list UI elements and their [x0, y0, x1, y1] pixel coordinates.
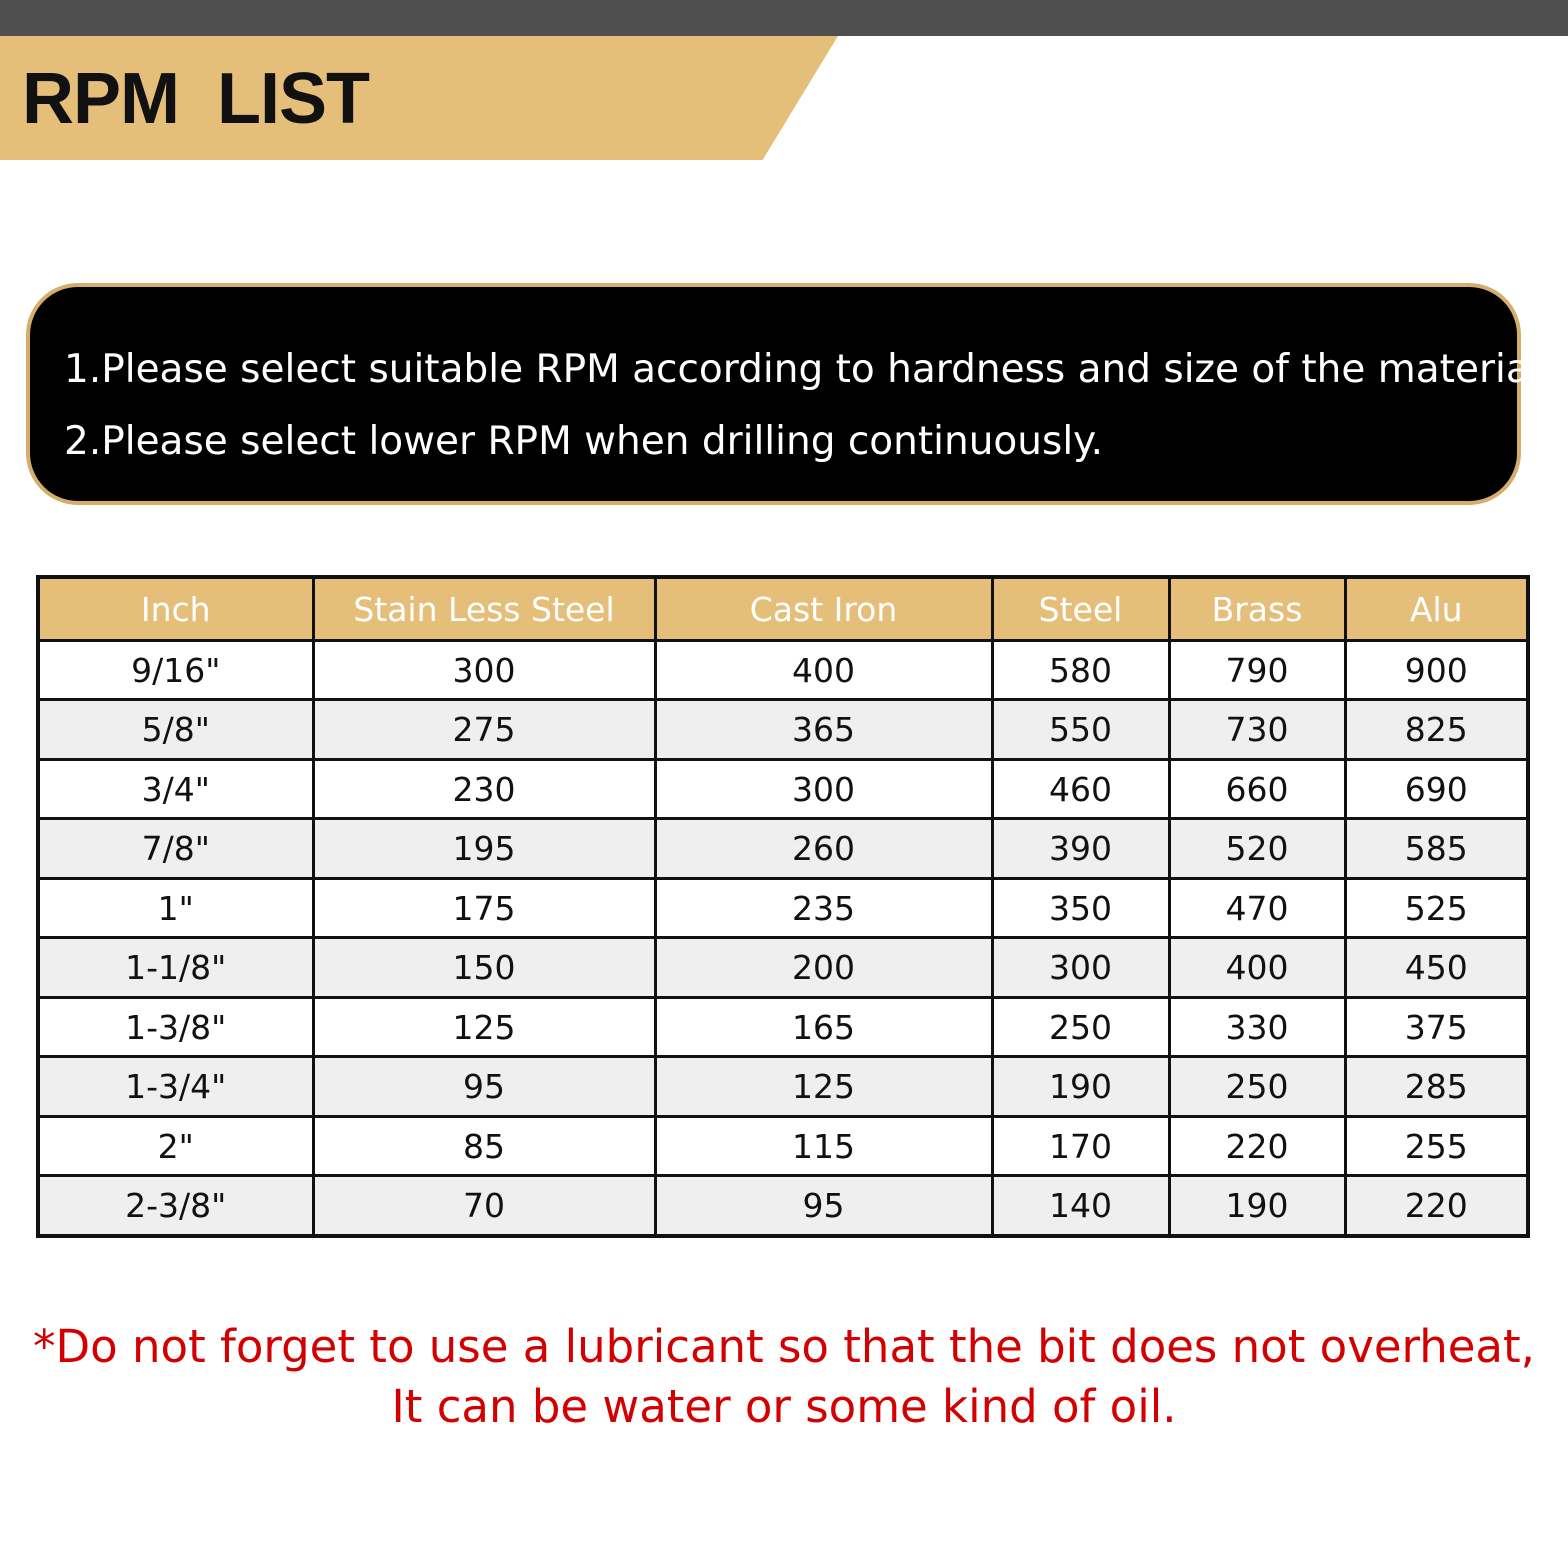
cell-inch: 5/8" [38, 700, 313, 759]
cell-steel: 140 [992, 1176, 1169, 1236]
cell-stainless-steel: 300 [313, 641, 655, 700]
cell-brass: 330 [1169, 997, 1345, 1056]
cell-stainless-steel: 85 [313, 1116, 655, 1175]
cell-stainless-steel: 275 [313, 700, 655, 759]
rpm-table-body [38, 641, 1528, 1237]
header-cell-steel: Steel [992, 577, 1169, 641]
table-row [38, 759, 1528, 818]
rpm-table-header [38, 577, 1528, 641]
cell-alu: 525 [1345, 878, 1528, 937]
table-row [38, 1176, 1528, 1236]
cell-alu: 900 [1345, 641, 1528, 700]
header-cell-brass: Brass [1169, 577, 1345, 641]
cell-brass: 520 [1169, 819, 1345, 878]
cell-brass: 220 [1169, 1116, 1345, 1175]
table-row [38, 700, 1528, 759]
header-row [38, 577, 1528, 641]
cell-brass: 730 [1169, 700, 1345, 759]
cell-inch: 7/8" [38, 819, 313, 878]
footnote-line-2: It can be water or some kind of oil. [391, 1380, 1177, 1433]
cell-brass: 400 [1169, 938, 1345, 997]
cell-cast-iron: 235 [655, 878, 992, 937]
cell-stainless-steel: 175 [313, 878, 655, 937]
cell-cast-iron: 165 [655, 997, 992, 1056]
cell-stainless-steel: 125 [313, 997, 655, 1056]
cell-inch: 1-3/4" [38, 1057, 313, 1116]
cell-stainless-steel: 150 [313, 938, 655, 997]
cell-inch: 1-3/8" [38, 997, 313, 1056]
top-strip [0, 0, 1568, 36]
cell-inch: 2-3/8" [38, 1176, 313, 1236]
cell-steel: 390 [992, 819, 1169, 878]
cell-stainless-steel: 95 [313, 1057, 655, 1116]
cell-inch: 3/4" [38, 759, 313, 818]
cell-steel: 170 [992, 1116, 1169, 1175]
cell-brass: 470 [1169, 878, 1345, 937]
cell-cast-iron: 200 [655, 938, 992, 997]
cell-alu: 285 [1345, 1057, 1528, 1116]
cell-alu: 450 [1345, 938, 1528, 997]
cell-steel: 300 [992, 938, 1169, 997]
header-cell-inch: Inch [38, 577, 313, 641]
cell-stainless-steel: 230 [313, 759, 655, 818]
lubricant-footnote [0, 1317, 1568, 1437]
cell-stainless-steel: 195 [313, 819, 655, 878]
page-title: RPM LIST [22, 59, 369, 139]
cell-cast-iron: 95 [655, 1176, 992, 1236]
table-row [38, 997, 1528, 1056]
rpm-table [36, 575, 1530, 1238]
cell-steel: 190 [992, 1057, 1169, 1116]
cell-cast-iron: 115 [655, 1116, 992, 1175]
table-row [38, 878, 1528, 937]
cell-steel: 460 [992, 759, 1169, 818]
table-row [38, 819, 1528, 878]
note-line-1: 1.Please select suitable RPM according to hardness and size of the material. [64, 347, 1553, 392]
cell-alu: 255 [1345, 1116, 1528, 1175]
cell-alu: 690 [1345, 759, 1528, 818]
table-row [38, 938, 1528, 997]
table-row [38, 1116, 1528, 1175]
cell-brass: 660 [1169, 759, 1345, 818]
notes-panel [26, 283, 1553, 505]
cell-brass: 250 [1169, 1057, 1345, 1116]
cell-brass: 790 [1169, 641, 1345, 700]
cell-alu: 220 [1345, 1176, 1528, 1236]
cell-inch: 9/16" [38, 641, 313, 700]
table-row [38, 641, 1528, 700]
cell-inch: 1-1/8" [38, 938, 313, 997]
table-row [38, 1057, 1528, 1116]
header-cell-cast-iron: Cast Iron [655, 577, 992, 641]
cell-steel: 250 [992, 997, 1169, 1056]
footnote-line-1: *Do not forget to use a lubricant so that the bit does not overheat, [33, 1320, 1535, 1373]
cell-alu: 585 [1345, 819, 1528, 878]
cell-cast-iron: 300 [655, 759, 992, 818]
cell-cast-iron: 125 [655, 1057, 992, 1116]
cell-alu: 825 [1345, 700, 1528, 759]
note-line-2: 2.Please select lower RPM when drilling continuously. [64, 419, 1104, 464]
cell-steel: 550 [992, 700, 1169, 759]
cell-cast-iron: 365 [655, 700, 992, 759]
cell-brass: 190 [1169, 1176, 1345, 1236]
header-cell-stainless-steel: Stain Less Steel [313, 577, 655, 641]
cell-alu: 375 [1345, 997, 1528, 1056]
cell-stainless-steel: 70 [313, 1176, 655, 1236]
cell-steel: 580 [992, 641, 1169, 700]
cell-inch: 1" [38, 878, 313, 937]
cell-steel: 350 [992, 878, 1169, 937]
cell-cast-iron: 400 [655, 641, 992, 700]
header-cell-alu: Alu [1345, 577, 1528, 641]
cell-cast-iron: 260 [655, 819, 992, 878]
cell-inch: 2" [38, 1116, 313, 1175]
